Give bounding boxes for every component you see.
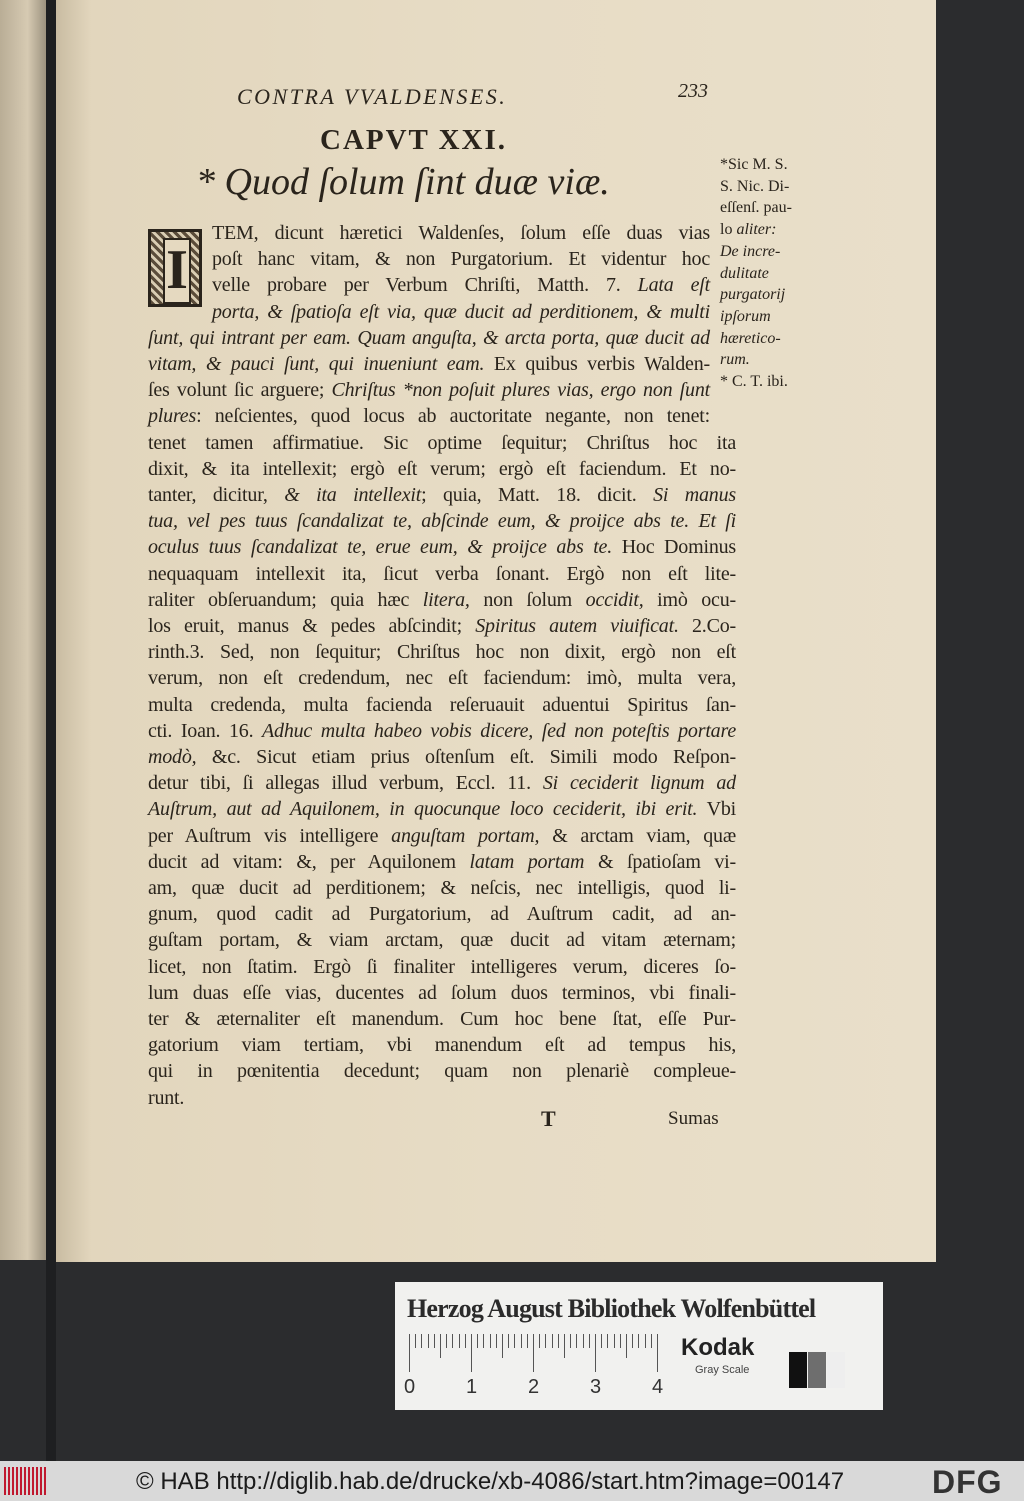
ruler-tick <box>539 1334 540 1348</box>
ruler-scale <box>409 1334 659 1372</box>
ruler-tick <box>471 1334 472 1372</box>
italic-text: porta, & ſpatioſa eſt via, quæ ducit ad perditionem, & multi <box>212 300 710 323</box>
text-run: guſtam portam, & viam arctam, quæ ducit ad vitam æternam; <box>148 929 736 952</box>
text-run: multa credenda, multa facienda reſeruauit aduentui Spiritus ſan- <box>148 693 736 716</box>
catchword: Sumas <box>668 1108 719 1129</box>
italic-text: anguſtam portam, <box>391 824 540 847</box>
ruler-tick <box>570 1334 571 1348</box>
ruler-tick <box>651 1334 652 1348</box>
ruler-tick <box>502 1334 503 1358</box>
ruler-tick <box>589 1334 590 1348</box>
margin-note <box>720 176 789 197</box>
ruler-tick <box>638 1334 639 1348</box>
ruler-tick <box>514 1334 515 1348</box>
text-line <box>148 534 736 560</box>
text-line <box>148 665 736 691</box>
text-line <box>148 430 736 456</box>
text-run: imò ocu- <box>643 588 736 611</box>
text-run: raliter obſeruandum; quia hæc <box>148 588 423 611</box>
ruler-tick <box>409 1334 410 1372</box>
italic-text: plures <box>148 405 197 428</box>
ruler-number: 4 <box>652 1376 664 1398</box>
ruler-tick <box>446 1334 447 1348</box>
text-line <box>148 1006 736 1032</box>
chapter-heading: CAPVT XXI. <box>320 124 508 156</box>
italic-text: purgatorij <box>720 286 786 304</box>
gray-scale-label: Gray Scale <box>695 1364 750 1376</box>
italic-text: Spiritus autem viuificat. <box>475 615 679 637</box>
italic-text: aliter: <box>736 221 777 239</box>
margin-note <box>720 197 792 218</box>
gray-patch <box>808 1352 826 1388</box>
text-line <box>148 770 736 796</box>
text-run: licet, non ſtatim. Ergò ſi finaliter intelligeres verum, diceres ſo- <box>148 955 736 978</box>
text-run: nequaquam intellexit ita, ſicut verba ſonant. Ergò non eſt lite- <box>148 562 736 585</box>
page-number: 233 <box>678 80 708 102</box>
italic-text: latam portam <box>469 850 585 873</box>
ruler-tick <box>421 1334 422 1348</box>
italic-text: dulitate <box>720 264 769 282</box>
book-page <box>56 0 936 1262</box>
margin-note <box>720 241 780 262</box>
text-line <box>148 823 736 849</box>
text-run: dixit, & ita intellexit; ergò eſt verum; ergò eſt faciendum. Et no- <box>148 457 736 480</box>
kodak-brand: Kodak <box>681 1334 755 1361</box>
previous-page-edge <box>0 0 46 1260</box>
ruler-number: 3 <box>590 1376 602 1398</box>
ruler-tick <box>558 1334 559 1348</box>
text-line <box>148 508 736 534</box>
ruler-tick <box>545 1334 546 1348</box>
text-run: ducit ad vitam: &, per Aquilonem <box>148 850 470 873</box>
text-run: am, quæ ducit ad perditionem; & neſcis, nec intelligis, quod li- <box>148 877 736 899</box>
margin-note <box>720 263 769 284</box>
text-line <box>148 796 736 822</box>
text-line <box>148 1032 736 1058</box>
ruler-tick <box>508 1334 509 1348</box>
margin-note <box>720 371 788 392</box>
ruler-tick <box>552 1334 553 1348</box>
text-run: detur tibi, ſi allegas illud verbum, Eccl. 11. <box>148 772 543 795</box>
text-run: verum, non eſt credendum, nec eſt faciendum: imò, multa vera, <box>148 667 736 690</box>
italic-text: & ita intellexit <box>284 484 422 506</box>
footer-link[interactable]: © HAB http://diglib.hab.de/drucke/xb-4086/start.htm?image=00147 <box>136 1468 845 1495</box>
text-line <box>148 351 710 377</box>
drop-cap-letter: I <box>163 238 191 304</box>
italic-text: ipſorum <box>720 307 771 325</box>
ruler-tick <box>614 1334 615 1348</box>
margin-note <box>720 284 785 305</box>
italic-text: Auſtrum, aut ad Aquilonem, in quocunque loco ceciderit, ibi erit. <box>148 798 698 821</box>
italic-text: vitam, & pauci ſunt, qui inueniunt eam. <box>148 353 485 375</box>
ruler-number: 0 <box>404 1376 416 1398</box>
text-run: eſſenſ. pau- <box>720 199 792 217</box>
text-line <box>148 692 736 718</box>
text-run: lo <box>720 221 737 239</box>
ruler-tick <box>607 1334 608 1348</box>
text-run: non ſolum <box>469 588 586 611</box>
text-line <box>148 980 736 1006</box>
footer-bar <box>0 1461 1024 1501</box>
text-run: & ſpatioſam vi- <box>584 850 736 873</box>
ruler-tick <box>645 1334 646 1348</box>
text-run: runt. <box>148 1086 185 1109</box>
italic-text: occidit, <box>585 588 644 611</box>
text-run: : neſcientes, quod locus ab auctoritate negante, non tenet: <box>196 405 710 428</box>
dfg-logo: DFG <box>932 1464 1003 1500</box>
italic-text: De incre- <box>720 242 781 260</box>
italic-text: litera, <box>422 588 470 611</box>
italic-text: Adhuc multa habeo vobis dicere, ſed non poteſtis portare <box>262 719 736 742</box>
ruler-tick <box>626 1334 627 1358</box>
text-line <box>148 744 736 770</box>
text-line <box>148 901 736 927</box>
italic-text: Si manus <box>653 484 736 506</box>
text-run: *Sic M. S. <box>720 156 788 173</box>
ruler-number: 1 <box>466 1376 478 1398</box>
ruler-tick <box>415 1334 416 1348</box>
ruler-tick <box>583 1334 584 1348</box>
gray-patch <box>789 1352 807 1388</box>
ruler-tick <box>483 1334 484 1348</box>
ruler-tick <box>576 1334 577 1348</box>
text-line <box>148 927 736 953</box>
text-line <box>148 377 710 403</box>
margin-note <box>720 219 776 240</box>
text-line <box>148 1085 736 1111</box>
italic-text: Si ceciderit lignum ad <box>542 772 736 795</box>
ruler-tick <box>459 1334 460 1348</box>
ruler-tick <box>521 1334 522 1348</box>
text-run: Vbi <box>697 798 736 821</box>
text-line <box>148 587 736 613</box>
margin-note <box>720 154 788 175</box>
text-line <box>212 272 710 298</box>
text-run: los eruit, manus & pedes abſcindit; <box>148 615 476 637</box>
text-line <box>148 613 736 639</box>
ruler-tick <box>564 1334 565 1358</box>
text-run: lum duas eſſe vias, ducentes ad ſolum duos terminos, vbi finali- <box>148 981 736 1004</box>
margin-note <box>720 349 750 370</box>
text-line <box>148 482 736 508</box>
italic-text: tua, vel pes tuus ſcandalizat te, abſcinde eum, & proijce abs te. Et ſi <box>148 510 736 533</box>
text-line <box>148 561 736 587</box>
text-line <box>148 639 736 665</box>
text-run: gnum, quod cadit ad Purgatorium, ad Auſtrum cadit, ad an- <box>148 903 736 926</box>
text-run: poſt hanc vitam, & non Purgatorium. Et videntur hoc <box>212 248 710 271</box>
ruler-tick <box>440 1334 441 1358</box>
library-name: Herzog August Bibliothek Wolfenbüttel <box>407 1294 816 1323</box>
text-run: TEM, dicunt hæretici Waldenſes, ſolum eſſe duas vias <box>212 222 710 244</box>
text-run: * C. T. ibi. <box>720 373 788 390</box>
text-run: rinth.3. Sed, non ſequitur; Chriſtus hoc non dixit, ergò non eſt <box>148 641 736 664</box>
italic-text: ſunt, qui intrant per eam. Quam anguſta, & arcta porta, quæ ducit ad <box>148 326 710 349</box>
italic-text: Chriſtus *non poſuit plures vias, ergo non ſunt <box>331 379 710 402</box>
text-run: &c. Sicut etiam prius oſtenſum eſt. Simili modo Reſpon- <box>196 746 736 768</box>
book-spine <box>46 0 56 1501</box>
text-run: cti. Ioan. 16. <box>148 719 263 742</box>
ruler-tick <box>620 1334 621 1348</box>
ruler-number: 2 <box>528 1376 540 1398</box>
ruler-tick <box>428 1334 429 1348</box>
text-line <box>148 849 736 875</box>
text-run: velle probare per Verbum Chriſti, Matth. 7. <box>212 274 638 297</box>
ruler-tick <box>465 1334 466 1348</box>
text-line <box>148 1058 736 1084</box>
text-line <box>148 403 710 429</box>
text-line <box>148 875 736 901</box>
italic-text: rum. <box>720 351 750 369</box>
signature-mark: T <box>541 1106 556 1131</box>
gray-patch <box>827 1352 845 1388</box>
ruler-tick <box>496 1334 497 1348</box>
text-run: tenet tamen affirmatiue. Sic optime ſequitur; Chriſtus hoc ita <box>148 431 736 454</box>
ruler-tick <box>657 1334 658 1372</box>
text-run: 2.Co- <box>678 615 736 637</box>
margin-note <box>720 306 771 327</box>
text-run: & arctam viam, quæ <box>539 824 736 847</box>
ruler-tick <box>477 1334 478 1348</box>
ruler-tick <box>632 1334 633 1348</box>
text-line <box>148 456 736 482</box>
text-run: Hoc Dominus <box>612 536 737 559</box>
text-run: ſes volunt ſic arguere; <box>148 379 332 402</box>
text-line <box>212 220 710 246</box>
chapter-subtitle: * Quod ſolum ſint duæ viæ. <box>196 161 610 203</box>
italic-text: oculus tuus ſcandalizat te, erue eum, & proijce abs te. <box>148 536 613 559</box>
italic-text: Lata eſt <box>637 274 710 297</box>
text-run: ter & æternaliter eſt manendum. Cum hoc bene ſtat, eſſe Pur- <box>148 1008 736 1030</box>
ruler-tick <box>527 1334 528 1348</box>
text-run: S. Nic. Di- <box>720 177 790 195</box>
ruler-tick <box>452 1334 453 1348</box>
text-run: Ex quibus verbis Walden- <box>484 353 710 375</box>
text-run: ; quia, Matt. 18. dicit. <box>421 484 654 506</box>
text-line <box>148 325 710 351</box>
ornamental-drop-cap <box>148 229 202 307</box>
running-head: CONTRA VVALDENSES. <box>237 84 508 109</box>
text-line <box>148 954 736 980</box>
text-run: qui in pœnitentia decedunt; quam non plenariè compleue- <box>148 1060 736 1083</box>
ruler-tick <box>533 1334 534 1372</box>
text-line <box>148 718 736 744</box>
margin-note <box>720 328 781 349</box>
ruler-tick <box>601 1334 602 1348</box>
italic-text: hæretico- <box>720 329 781 347</box>
text-run: per Auſtrum vis intelligere <box>148 824 392 847</box>
text-line <box>212 299 710 325</box>
text-run: tanter, dicitur, <box>148 484 285 506</box>
ruler-tick <box>434 1334 435 1348</box>
italic-text: modò, <box>148 746 197 768</box>
text-line <box>212 246 710 272</box>
hab-logo-icon <box>4 1467 46 1495</box>
ruler-tick <box>490 1334 491 1348</box>
text-run: gatorium viam tertiam, vbi manendum eſt ad tempus his, <box>148 1034 736 1057</box>
color-reference-card <box>395 1282 883 1410</box>
ruler-tick <box>595 1334 596 1372</box>
